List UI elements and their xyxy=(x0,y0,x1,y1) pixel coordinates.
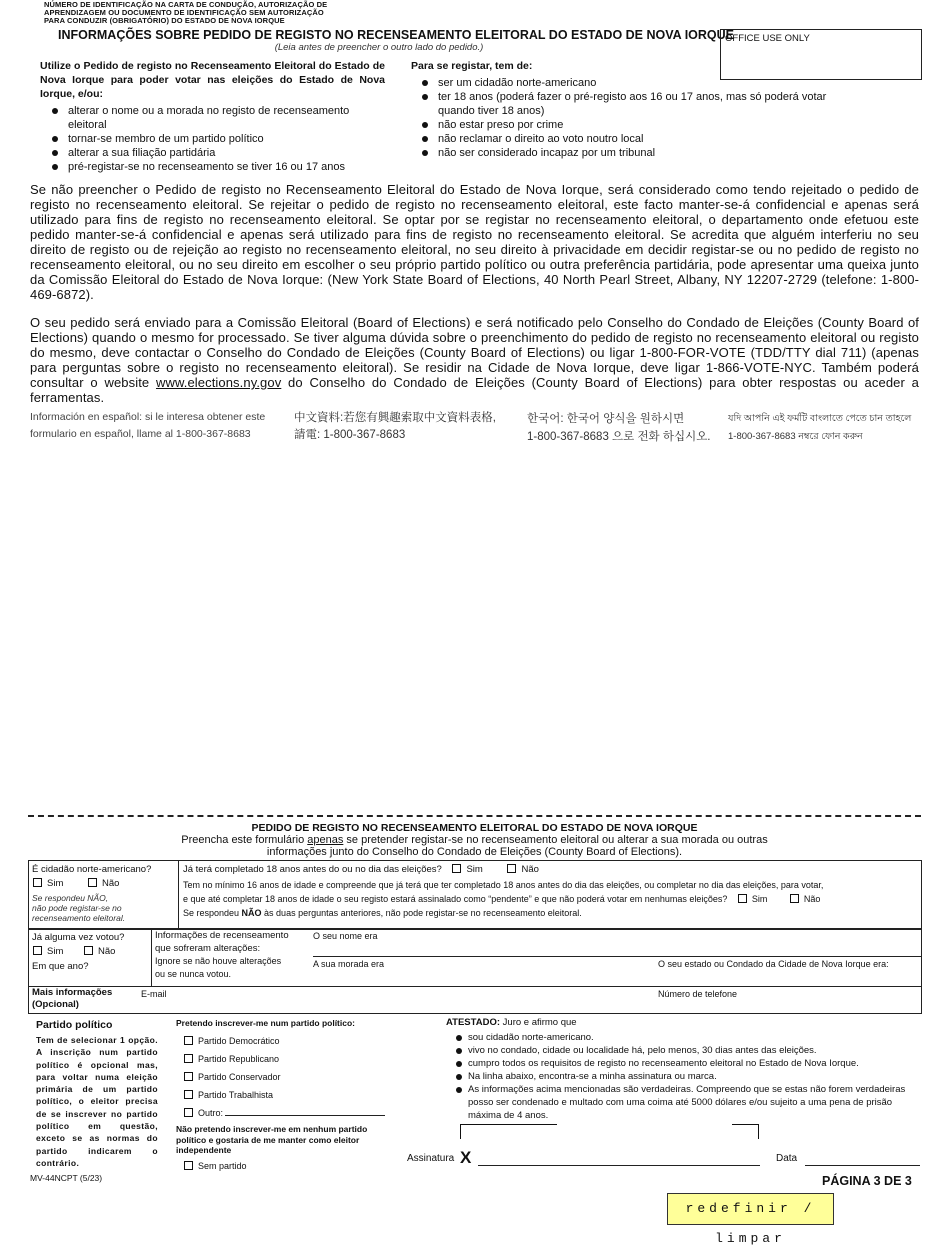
party-labor-checkbox[interactable] xyxy=(184,1090,193,1099)
process-paragraph xyxy=(30,315,919,405)
attestation-list xyxy=(446,1031,916,1122)
form-code: MV-44NCPT (5/23) xyxy=(30,1173,103,1183)
citizen-yes-checkbox[interactable] xyxy=(33,878,42,887)
reset-button[interactable]: redefinir / limpar xyxy=(667,1193,834,1225)
list-item: ter 18 anos (poderá fazer o pré-registo aos 16 ou 17 anos, mas só poderá votar quando tiver 18 anos) xyxy=(412,90,862,118)
signature-label: Assinatura xyxy=(407,1153,455,1164)
party-option xyxy=(184,1032,385,1050)
office-use-box xyxy=(720,29,922,80)
pending-no-checkbox[interactable] xyxy=(790,894,799,903)
citizen-options xyxy=(33,877,119,890)
korean-line: 1-800-367-8683 으로 전화 하십시오. xyxy=(527,431,711,443)
use-intro: Utilize o Pedido de registo no Recenseamento Eleitoral do Estado de Nova Iorque para poder votar nas eleições do Estado de Nova Iorque, e/ou: xyxy=(40,60,385,100)
spanish-info xyxy=(30,409,265,443)
no-party-option xyxy=(184,1161,247,1171)
cut-line xyxy=(28,815,921,817)
party-label: Partido Trabalhista xyxy=(198,1090,274,1100)
form-instr-text: Preencha este formulário xyxy=(181,834,308,846)
previous-name-label: O seu nome era xyxy=(313,931,378,941)
party-option xyxy=(184,1086,385,1104)
form-instructions xyxy=(28,834,921,846)
spanish-line: Información en español: si le interesa obtener este xyxy=(30,411,266,423)
date-label: Data xyxy=(776,1153,798,1164)
signature-corner-left xyxy=(460,1124,557,1139)
chinese-line: 中文資料:若您有興趣索取中文資料表格, xyxy=(294,412,496,424)
process-text-end: do Conselho do Condado de Eleições (County Board of Elections) para obter respostas ou aceder a ferramentas. xyxy=(30,375,919,405)
changes-line: Informações de recenseamento xyxy=(155,930,289,941)
spanish-line: formulario en español, llame al 1-800-367-8683 xyxy=(30,428,251,440)
citizen-note xyxy=(32,893,125,923)
party-other-field[interactable] xyxy=(225,1105,385,1116)
list-item: não estar preso por crime xyxy=(412,118,862,132)
party-title: Partido político xyxy=(36,1019,113,1031)
age-note-text: e que até completar 18 anos de idade o seu registo estará assinalado como “pendente” e que não poderá votar em nenhumas eleições? xyxy=(183,894,728,904)
list-item: alterar o nome ou a morada no registo de recenseamento eleitoral xyxy=(42,104,382,132)
list-item: vivo no condado, cidade ou localidade há, pelo menos, 30 dias antes das eleições. xyxy=(446,1044,916,1057)
age-note-line xyxy=(183,906,913,920)
citizen-no-checkbox[interactable] xyxy=(88,878,97,887)
party-option xyxy=(184,1104,385,1122)
list-item: pré-registar-se no recenseamento se tiver 16 ou 17 anos xyxy=(42,160,382,174)
bengali-line: যদি আপনি এই ফর্মটি বাংলাতে পেতে চান তাহলে xyxy=(728,413,912,424)
use-list xyxy=(42,104,382,174)
rights-paragraph: Se não preencher o Pedido de registo no Recenseamento Eleitoral do Estado de Nova Iorque, será considerado como tendo rejeitado o pedido de registo no recenseamento eleitoral. Se rejeitar o pedido de registo no recenseamento eleitoral, este facto manter-se-á confidencial e apenas será utilizado para fins de registo no recenseamento eleitoral. Se optar por se registar no recenseamento eleitoral, o departamento onde efetuou este pedido manter-se-á confidencial e apenas será utilizado para fins de registo no recenseamento eleitoral. Se acredita que alguém interferiu no seu direito de registo ou de rejeição ao registo no recenseamento eleitoral, no seu direito à privacidade em decidir registar-se ou no pedido de registo no recenseamento eleitoral, ou no seu direito em escolher o seu próprio partido político ou outra preferência partidária, pode apresentar uma queixa junto da Comissão Eleitoral do Estado de Nova Iorque: (New York State Board of Elections, 40 North Pearl Street, Albany, NY 12207-2729 (telefone: 1-800-469-6872). xyxy=(30,182,919,302)
page-title: INFORMAÇÕES SOBRE PEDIDO DE REGISTO NO RECENSEAMENTO ELEITORAL DO ESTADO DE NOVA IORQUE xyxy=(58,28,735,42)
citizen-yes-label: Sim xyxy=(47,878,64,889)
bengali-line: 1-800-367-8683 নম্বরে ফোন করুন xyxy=(728,431,863,442)
row-divider xyxy=(151,929,152,987)
no-party-line: político e gostaria de me manter como eleitor xyxy=(176,1134,360,1145)
party-other-checkbox[interactable] xyxy=(184,1108,193,1117)
page-number: PÁGINA 3 DE 3 xyxy=(822,1174,912,1188)
age-note-line xyxy=(183,892,913,906)
age-no-label: Não xyxy=(521,864,539,875)
party-republican-checkbox[interactable] xyxy=(184,1054,193,1063)
requirements-list xyxy=(412,76,862,160)
no-party-intro xyxy=(176,1124,367,1156)
party-democratic-checkbox[interactable] xyxy=(184,1036,193,1045)
changes-line: ou se nunca votou. xyxy=(155,968,232,979)
age-question-text: Já terá completado 18 anos antes do ou no dia das eleições? xyxy=(183,864,442,875)
signature-corner-right xyxy=(732,1124,759,1139)
party-intro: Pretendo inscrever-me num partido político: xyxy=(176,1018,356,1028)
pending-yes-checkbox[interactable] xyxy=(738,894,747,903)
no-party-checkbox[interactable] xyxy=(184,1161,193,1170)
age-yes-label: Sim xyxy=(466,864,483,875)
party-option xyxy=(184,1068,385,1086)
page-subtitle: (Leia antes de preencher o outro lado do pedido.) xyxy=(274,42,484,53)
list-item: tornar-se membro de um partido político xyxy=(42,132,382,146)
citizen-note-line: Se respondeu NÃO, xyxy=(32,893,109,903)
more-info-line: Mais informações xyxy=(32,987,113,998)
bengali-info xyxy=(728,410,923,446)
email-field[interactable] xyxy=(175,988,645,1010)
id-note-line: APRENDIZAGEM OU DOCUMENTO DE IDENTIFICAÇÃO SEM AUTORIZAÇÃO xyxy=(44,8,324,17)
party-label: Partido Democrático xyxy=(198,1036,280,1046)
party-label: Outro: xyxy=(198,1108,224,1118)
korean-info xyxy=(527,410,711,446)
signature-mark: X xyxy=(460,1148,472,1167)
age-yes-checkbox[interactable] xyxy=(452,864,461,873)
citizen-no-label: Não xyxy=(102,878,120,889)
id-note xyxy=(44,1,364,25)
party-label: Partido Conservador xyxy=(198,1072,281,1082)
previous-county-label: O seu estado ou Condado da Cidade de Nova Iorque era: xyxy=(658,959,889,969)
list-item: não ser considerado incapaz por um tribunal xyxy=(412,146,862,160)
age-question xyxy=(183,864,539,875)
previous-name-field[interactable] xyxy=(313,944,921,957)
list-item: não reclamar o direito ao voto noutro local xyxy=(412,132,862,146)
form-title: PEDIDO DE REGISTO NO RECENSEAMENTO ELEITORAL DO ESTADO DE NOVA IORQUE xyxy=(251,822,698,834)
changes-line: Ignore se não houve alterações xyxy=(155,956,282,966)
chinese-line: 請電: 1-800-367-8683 xyxy=(294,429,406,441)
party-label: Partido Republicano xyxy=(198,1054,280,1064)
voted-no-label: Não xyxy=(98,946,116,957)
list-item: alterar a sua filiação partidária xyxy=(42,146,382,160)
form-instr-text-end: se pretender registar-se no recenseamento eleitoral ou alterar a sua morada ou outras xyxy=(343,834,768,846)
age-note-text-end: às duas perguntas anteriores, não pode registar-se no recenseamento eleitoral. xyxy=(261,908,582,918)
citizen-note-line: recenseamento eleitoral. xyxy=(32,913,126,923)
no-party-line: independente xyxy=(176,1145,232,1155)
process-text: O seu pedido será enviado para a Comissão Eleitoral (Board of Elections) e será notificado pelo Conselho do Condado de Eleições (County Board of Elections) quando o mesmo for processado. Se tiver alguma dúvida sobre o preenchimento do pedido de registo no recenseamento eleitoral ou registo do mesmo, deve contactar o Conselho do Condado de Eleições (County Board of Elections) ou ligar 1-800-FOR-VOTE (TDD/TTY dial 711) (apenas para perguntas sobre o registo no recenseamento eleitoral). Se residir na Cidade de Nova Iorque, deve ligar 1-866-VOTE-NYC. Também poderá consultar o website xyxy=(30,315,919,390)
office-use-label: OFFICE USE ONLY xyxy=(725,33,810,44)
age-note-bold: NÃO xyxy=(241,908,262,918)
voted-yes-checkbox[interactable] xyxy=(33,946,42,955)
changes-line: que sofreram alterações: xyxy=(155,942,261,954)
voted-year-label: Em que ano? xyxy=(32,961,89,972)
elections-website-link[interactable]: www.elections.ny.gov xyxy=(155,375,282,390)
form-instr-underlined: apenas xyxy=(307,834,344,846)
chinese-info xyxy=(294,410,496,444)
attestation-intro xyxy=(446,1017,577,1028)
more-info-label xyxy=(32,987,112,1011)
voted-options xyxy=(33,946,115,957)
korean-line: 한국어: 한국어 양식을 원하시면 xyxy=(527,413,685,425)
list-item: Na linha abaixo, encontra-se a minha assinatura ou marca. xyxy=(446,1070,916,1083)
party-conservative-checkbox[interactable] xyxy=(184,1072,193,1081)
list-item: sou cidadão norte-americano. xyxy=(446,1031,916,1044)
list-item: cumpro todos os requisitos de registo no recenseamento eleitoral no Estado de Nova Iorque. xyxy=(446,1057,916,1070)
no-party-label: Sem partido xyxy=(198,1161,247,1171)
phone-label: Número de telefone xyxy=(658,989,738,999)
requirements-heading: Para se registar, tem de: xyxy=(411,60,533,72)
party-options xyxy=(184,1032,385,1122)
email-label: E-mail xyxy=(141,989,167,999)
age-note-text: Se respondeu xyxy=(183,908,242,918)
voted-no-checkbox[interactable] xyxy=(84,946,93,955)
citizen-note-line: não pode registar-se no xyxy=(32,903,122,913)
signature-field[interactable] xyxy=(478,1153,760,1166)
pending-yes-label: Sim xyxy=(751,894,768,904)
row-divider xyxy=(178,860,179,929)
list-item: ser um cidadão norte-americano xyxy=(412,76,862,90)
age-note xyxy=(183,878,913,920)
id-note-line: NÚMERO DE IDENTIFICAÇÃO NA CARTA DE CONDUÇÃO, AUTORIZAÇÃO DE xyxy=(44,0,328,9)
attestation-intro-text: Juro e afirmo que xyxy=(500,1017,577,1028)
no-party-line: Não pretendo inscrever-me em nenhum partido xyxy=(176,1124,368,1134)
phone-field[interactable] xyxy=(745,988,915,1010)
party-option xyxy=(184,1050,385,1068)
changes-label xyxy=(155,930,289,980)
form-header xyxy=(28,822,921,858)
citizen-question: É cidadão norte-americano? xyxy=(32,864,152,875)
id-note-line: PARA CONDUZIR (OBRIGATÓRIO) DO ESTADO DE NOVA IORQUE xyxy=(44,16,285,25)
list-item: As informações acima mencionadas são verdadeiras. Compreendo que se estas não forem verdadeiras posso ser condenado e multado com uma coima até 5000 dólares e/ou sujeito a uma pena de prisão máxima de 4 anos. xyxy=(446,1083,916,1122)
attestation-label: ATESTADO: xyxy=(446,1017,501,1028)
form-instructions-2: informações junto do Conselho do Condado de Eleições (County Board of Elections). xyxy=(266,846,683,858)
party-note: Tem de selecionar 1 opção. A inscrição num partido político é opcional mas, para voltar numa eleição primária de um partido político, o eleitor precisa de se inscrever no partido político em questão, exceto se as normas do partido indicarem o contrário. xyxy=(36,1035,158,1168)
voted-question: Já alguma vez votou? xyxy=(32,932,125,943)
age-no-checkbox[interactable] xyxy=(507,864,516,873)
voted-yes-label: Sim xyxy=(47,946,64,957)
previous-address-label: A sua morada era xyxy=(313,959,385,969)
more-info-line: (Opcional) xyxy=(32,999,79,1010)
age-note-line: Tem no mínimo 16 anos de idade e compreende que já terá que ter completado 18 anos antes do dia das eleições, ou completar no dia das eleições, para votar, xyxy=(183,880,824,890)
date-field[interactable] xyxy=(805,1153,920,1166)
pending-no-label: Não xyxy=(803,894,821,904)
